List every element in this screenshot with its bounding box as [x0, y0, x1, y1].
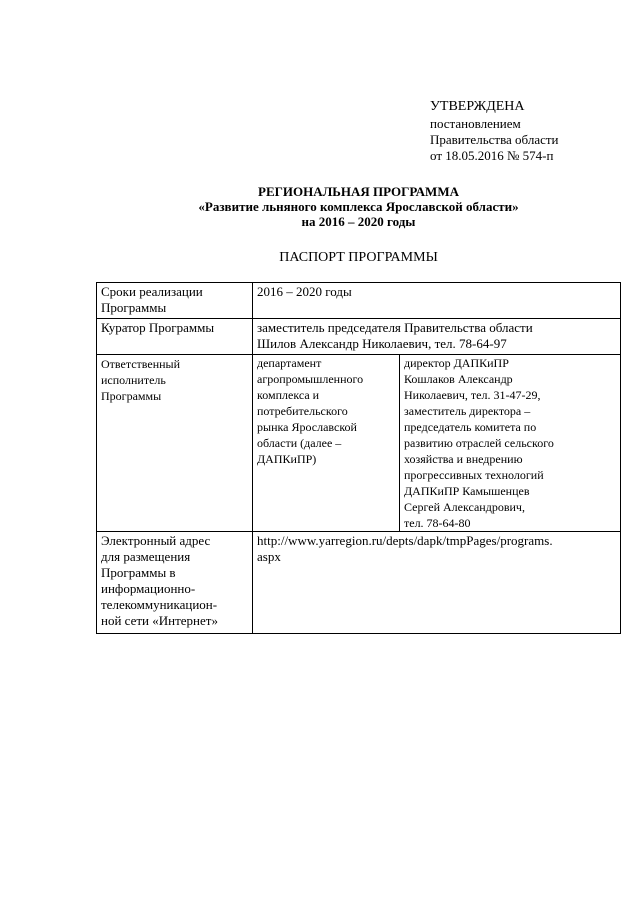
department-line: области (далее – — [257, 436, 342, 450]
program-period: на 2016 – 2020 годы — [301, 214, 416, 229]
executor-department — [253, 355, 400, 531]
email-label: Электронный адрес — [101, 533, 211, 548]
contact-line: тел. 78-64-80 — [404, 516, 471, 530]
term-value: 2016 – 2020 годы — [257, 284, 352, 299]
approval-line: постановлением — [430, 116, 521, 131]
executor-label: Программы — [101, 389, 162, 403]
passport-table — [96, 282, 621, 634]
contact-line: развитию отраслей сельского — [404, 436, 554, 450]
executor-inner-table — [253, 355, 620, 531]
email-label: ной сети «Интернет» — [101, 613, 218, 628]
contact-line: хозяйства и внедрению — [404, 452, 523, 466]
department-line: потребительского — [257, 404, 348, 418]
email-label: Программы в — [101, 565, 176, 580]
department-line: комплекса и — [257, 388, 320, 402]
department-line: ДАПКиПР) — [257, 452, 317, 466]
program-url: http://www.yarregion.ru/depts/dapk/tmpPages/programs. — [257, 533, 553, 548]
table-row — [253, 355, 620, 531]
curator-value: заместитель председателя Правительства области — [257, 320, 533, 335]
executor-label: Ответственный — [101, 357, 181, 371]
approval-line: от 18.05.2016 № 574-п — [430, 148, 554, 163]
executor-contacts — [400, 355, 621, 531]
email-label: для размещения — [101, 549, 191, 564]
term-label: Сроки реализации — [101, 284, 203, 299]
contact-line: Кошлаков Александр — [404, 372, 513, 386]
curator-label-cell — [97, 319, 253, 355]
curator-value-cell — [253, 319, 621, 355]
term-label-cell — [97, 283, 253, 319]
term-value-cell — [253, 283, 621, 319]
executor-label-cell — [97, 355, 253, 532]
table-row — [97, 532, 621, 634]
program-type: РЕГИОНАЛЬНАЯ ПРОГРАММА — [258, 184, 459, 199]
email-label-cell — [97, 532, 253, 634]
department-line: департамент — [257, 356, 322, 370]
curator-value: Шилов Александр Николаевич, тел. 78-64-97 — [257, 336, 507, 351]
term-label: Программы — [101, 300, 167, 315]
email-value-cell — [253, 532, 621, 634]
curator-label: Куратор Программы — [101, 320, 215, 335]
approval-line: Правительства области — [430, 132, 559, 147]
table-row — [97, 319, 621, 355]
executor-label: исполнитель — [101, 373, 166, 387]
program-url: aspx — [257, 549, 281, 564]
executor-value-cell — [253, 355, 621, 532]
email-label: телекоммуникацион- — [101, 597, 218, 612]
department-line: агропромышленного — [257, 372, 364, 386]
passport-title: ПАСПОРТ ПРОГРАММЫ — [279, 250, 438, 265]
approval-stamp — [430, 98, 559, 164]
contact-line: директор ДАПКиПР — [404, 356, 509, 370]
table-row — [97, 355, 621, 532]
program-name: «Развитие льняного комплекса Ярославской области» — [198, 199, 519, 214]
contact-line: Николаевич, тел. 31-47-29, — [404, 388, 541, 402]
contact-line: прогрессивных технологий — [404, 468, 544, 482]
approval-title: УТВЕРЖДЕНА — [430, 99, 525, 114]
contact-line: Сергей Александрович, — [404, 500, 525, 514]
contact-line: председатель комитета по — [404, 420, 537, 434]
table-row — [97, 283, 621, 319]
email-label: информационно- — [101, 581, 196, 596]
contact-line: ДАПКиПР Камышенцев — [404, 484, 530, 498]
contact-line: заместитель директора – — [404, 404, 531, 418]
program-header — [96, 184, 621, 229]
department-line: рынка Ярославской — [257, 420, 357, 434]
